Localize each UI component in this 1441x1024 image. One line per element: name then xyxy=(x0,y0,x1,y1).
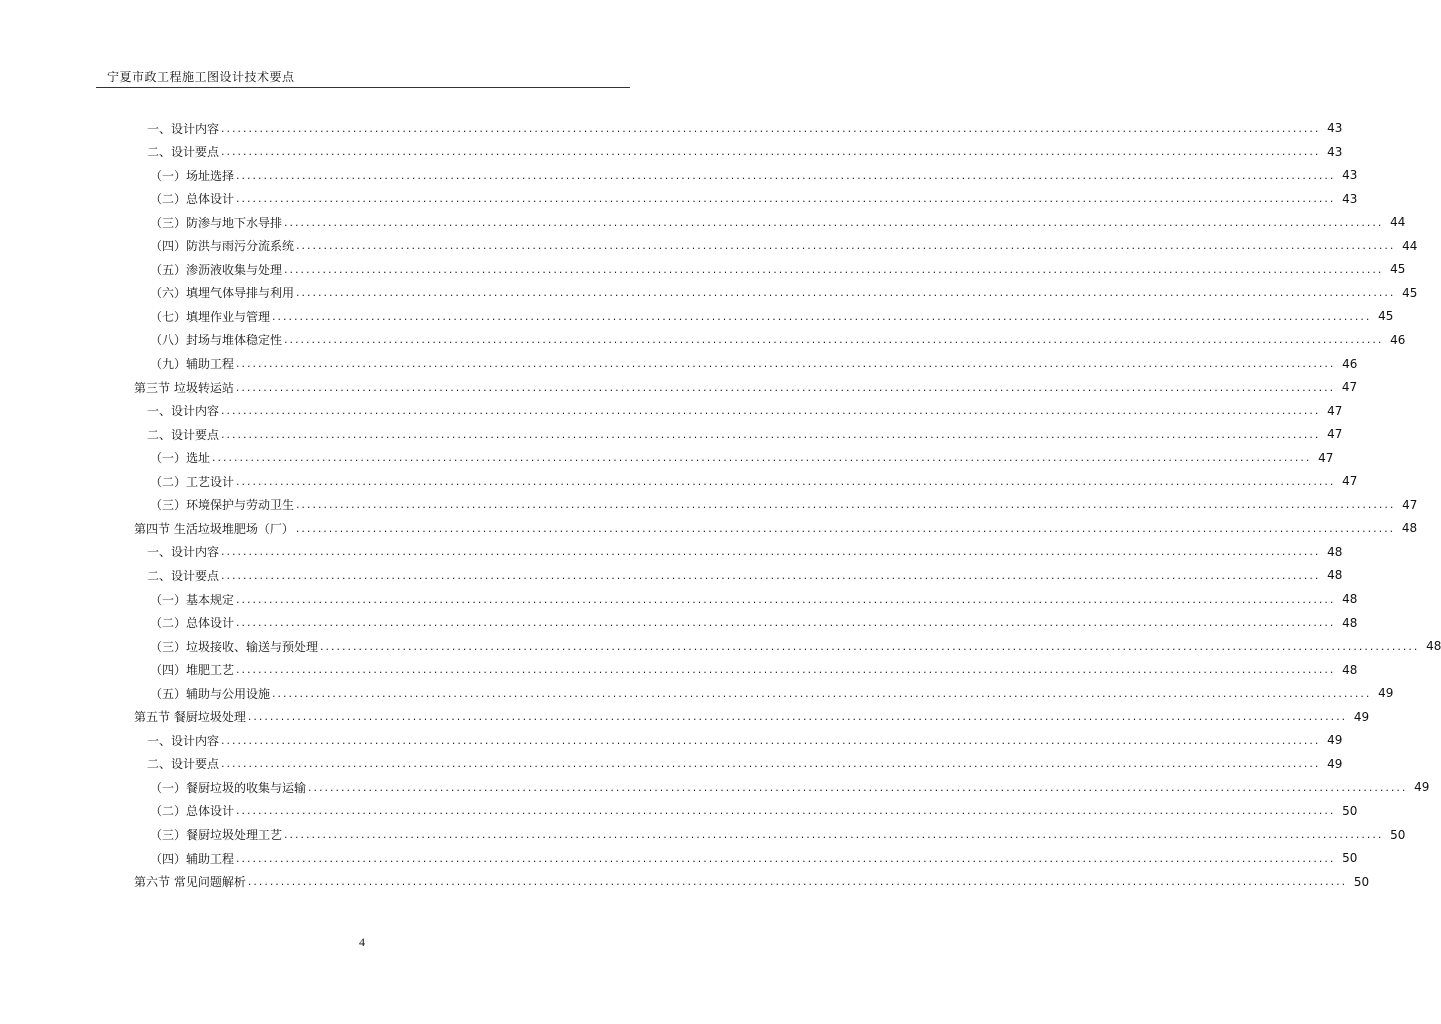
toc-entry-page: 50 xyxy=(1342,803,1358,818)
toc-dot-leader: ........................................................................................................................................................................................................ xyxy=(236,663,1336,677)
toc-dot-leader: ........................................................................................................................................................................................................ xyxy=(284,828,1384,841)
toc-entry-page: 48 xyxy=(1327,544,1343,559)
toc-entry-page: 50 xyxy=(1353,874,1370,889)
toc-entry-page: 43 xyxy=(1342,168,1358,183)
toc-entry-label: （二）工艺设计 xyxy=(150,474,235,489)
toc-entry[interactable] xyxy=(150,825,1406,845)
toc-entry-page: 47 xyxy=(1318,450,1334,465)
toc-dot-leader: ........................................................................................................................................................................................................ xyxy=(295,521,1396,535)
toc-entry-page: 45 xyxy=(1402,285,1418,300)
toc-entry-page: 48 xyxy=(1342,592,1358,606)
toc-entry-page: 49 xyxy=(1327,756,1343,771)
toc-dot-leader: ........................................................................................................................................................................................................ xyxy=(221,757,1321,771)
toc-entry-page: 49 xyxy=(1414,780,1430,795)
toc-entry-label: （三）环境保护与劳动卫生 xyxy=(150,498,295,513)
toc-entry-page: 49 xyxy=(1378,686,1394,701)
toc-entry-label: 二、设计要点 xyxy=(147,757,220,772)
toc-entry[interactable] xyxy=(150,306,1394,326)
toc-dot-leader: ........................................................................................................................................................................................................ xyxy=(284,262,1384,276)
toc-entry-page: 48 xyxy=(1426,639,1441,654)
toc-entry-label: （六）填埋气体导排与利用 xyxy=(150,286,295,301)
toc-entry-label: （五）辅助与公用设施 xyxy=(150,686,271,701)
toc-entry[interactable] xyxy=(150,283,1418,303)
toc-dot-leader: ........................................................................................................................................................................................................ xyxy=(236,851,1336,865)
toc-entry-label: （四）辅助工程 xyxy=(150,851,235,866)
toc-entry[interactable] xyxy=(134,707,1370,727)
toc-entry[interactable] xyxy=(150,189,1358,209)
toc-entry[interactable] xyxy=(150,212,1406,232)
toc-entry-page: 45 xyxy=(1378,309,1394,324)
toc-entry-page: 47 xyxy=(1341,380,1358,395)
toc-entry-page: 48 xyxy=(1342,615,1358,630)
toc-dot-leader: ........................................................................................................................................................................................................ xyxy=(236,616,1336,630)
toc-dot-leader: ........................................................................................................................................................................................................ xyxy=(272,686,1372,700)
toc-entry[interactable] xyxy=(147,401,1343,421)
toc-entry[interactable] xyxy=(147,142,1343,162)
toc-dot-leader: ........................................................................................................................................................................................................ xyxy=(221,121,1321,135)
toc-entry-page: 44 xyxy=(1402,238,1418,253)
toc-entry[interactable] xyxy=(147,754,1343,774)
toc-entry[interactable] xyxy=(147,565,1343,585)
toc-entry[interactable] xyxy=(150,636,1441,656)
toc-dot-leader: ........................................................................................................................................................................................................ xyxy=(236,474,1336,488)
toc-dot-leader: ........................................................................................................................................................................................................ xyxy=(221,145,1321,159)
toc-dot-leader: ........................................................................................................................................................................................................ xyxy=(296,286,1396,300)
toc-dot-leader: ........................................................................................................................................................................................................ xyxy=(320,639,1420,653)
toc-entry-label: （九）辅助工程 xyxy=(150,357,235,371)
toc-entry-page: 48 xyxy=(1342,662,1358,677)
toc-entry-page: 50 xyxy=(1390,827,1406,842)
toc-dot-leader: ........................................................................................................................................................................................................ xyxy=(221,427,1321,441)
toc-dot-leader: ........................................................................................................................................................................................................ xyxy=(235,380,1336,394)
toc-entry-label: 第四节 生活垃圾堆肥场（厂） xyxy=(134,521,294,536)
toc-entry-page: 47 xyxy=(1327,427,1343,442)
toc-entry[interactable] xyxy=(147,118,1343,138)
toc-entry-page: 47 xyxy=(1402,497,1418,512)
running-header-title: 宁夏市政工程施工图设计技术要点 xyxy=(107,70,295,84)
toc-entry[interactable] xyxy=(134,377,1358,397)
toc-dot-leader: ........................................................................................................................................................................................................ xyxy=(247,710,1348,724)
toc-entry-label: （二）总体设计 xyxy=(150,804,235,819)
toc-entry[interactable] xyxy=(147,542,1343,562)
toc-dot-leader: ........................................................................................................................................................................................................ xyxy=(296,239,1396,253)
toc-entry-label: （三）防渗与地下水导排 xyxy=(150,215,283,230)
toc-entry-label: （一）基本规定 xyxy=(150,592,235,607)
toc-entry-label: （四）堆肥工艺 xyxy=(150,663,235,678)
toc-entry-page: 50 xyxy=(1342,851,1358,866)
toc-entry-label: 一、设计内容 xyxy=(147,545,220,560)
toc-entry-label: 一、设计内容 xyxy=(147,733,220,748)
toc-dot-leader: ........................................................................................................................................................................................................ xyxy=(221,404,1321,418)
toc-entry-label: （三）餐厨垃圾处理工艺 xyxy=(150,828,283,842)
toc-entry-page: 48 xyxy=(1327,568,1343,583)
toc-entry[interactable] xyxy=(150,236,1418,256)
toc-entry-page: 46 xyxy=(1390,332,1406,347)
toc-entry-label: 第三节 垃圾转运站 xyxy=(134,380,234,395)
toc-entry[interactable] xyxy=(150,354,1358,374)
toc-entry-label: （八）封场与堆体稳定性 xyxy=(150,333,283,348)
toc-entry-label: （七）填埋作业与管理 xyxy=(150,309,271,324)
toc-entry-label: （三）垃圾接收、输送与预处理 xyxy=(150,639,319,654)
toc-entry[interactable] xyxy=(134,872,1370,892)
toc-dot-leader: ........................................................................................................................................................................................................ xyxy=(221,733,1321,747)
toc-dot-leader: ........................................................................................................................................................................................................ xyxy=(236,357,1336,370)
toc-entry-label: 一、设计内容 xyxy=(147,121,220,136)
page-number: 4 xyxy=(359,935,365,949)
toc-dot-leader: ........................................................................................................................................................................................................ xyxy=(236,804,1336,818)
toc-entry[interactable] xyxy=(150,259,1406,279)
header-rule xyxy=(96,87,630,88)
toc-dot-leader: ........................................................................................................................................................................................................ xyxy=(296,498,1396,512)
toc-entry[interactable] xyxy=(150,683,1394,703)
toc-entry-page: 43 xyxy=(1327,121,1343,135)
toc-entry-label: （一）场址选择 xyxy=(150,168,235,183)
toc-entry-page: 49 xyxy=(1327,733,1343,748)
toc-entry[interactable] xyxy=(147,424,1343,444)
toc-entry-label: （五）渗沥液收集与处理 xyxy=(150,262,283,277)
toc-entry[interactable] xyxy=(150,330,1406,350)
toc-dot-leader: ........................................................................................................................................................................................................ xyxy=(221,545,1321,559)
toc-entry-label: 二、设计要点 xyxy=(147,145,220,160)
toc-entry[interactable] xyxy=(150,165,1358,185)
toc-entry-label: 二、设计要点 xyxy=(147,427,220,442)
toc-entry-label: （四）防洪与雨污分流系统 xyxy=(150,239,295,254)
toc-entry[interactable] xyxy=(150,777,1430,797)
toc-entry-label: （二）总体设计 xyxy=(150,616,235,631)
toc-dot-leader: ........................................................................................................................................................................................................ xyxy=(236,592,1336,606)
toc-entry[interactable] xyxy=(150,613,1358,633)
toc-entry[interactable] xyxy=(150,471,1358,491)
toc-entry-label: （二）总体设计 xyxy=(150,192,235,207)
toc-dot-leader: ........................................................................................................................................................................................................ xyxy=(221,568,1321,582)
toc-entry[interactable] xyxy=(147,730,1343,750)
toc-entry-page: 43 xyxy=(1342,191,1358,206)
toc-entry-label: 第五节 餐厨垃圾处理 xyxy=(134,710,246,725)
toc-entry-label: （一）餐厨垃圾的收集与运输 xyxy=(150,780,307,795)
toc-entry-page: 49 xyxy=(1353,709,1370,724)
toc-entry-page: 48 xyxy=(1401,521,1418,536)
toc-entry[interactable] xyxy=(150,660,1358,680)
toc-entry[interactable] xyxy=(150,848,1358,868)
toc-entry-label: 一、设计内容 xyxy=(147,404,220,419)
toc-entry-label: （一）选址 xyxy=(150,451,211,466)
toc-entry-page: 46 xyxy=(1342,356,1358,371)
toc-entry[interactable] xyxy=(150,495,1418,515)
toc-dot-leader: ........................................................................................................................................................................................................ xyxy=(284,333,1384,347)
toc-dot-leader: ........................................................................................................................................................................................................ xyxy=(272,309,1372,323)
toc-entry-label: 第六节 常见问题解析 xyxy=(134,875,246,890)
toc-dot-leader: ........................................................................................................................................................................................................ xyxy=(212,451,1312,465)
toc-entry[interactable] xyxy=(150,448,1334,468)
toc-entry-page: 47 xyxy=(1342,474,1358,489)
toc-entry[interactable] xyxy=(134,518,1418,538)
toc-dot-leader: ........................................................................................................................................................................................................ xyxy=(284,215,1384,229)
toc-entry-page: 43 xyxy=(1327,144,1343,159)
toc-entry-page: 45 xyxy=(1390,262,1406,277)
toc-dot-leader: ........................................................................................................................................................................................................ xyxy=(247,875,1348,889)
toc-dot-leader: ........................................................................................................................................................................................................ xyxy=(236,192,1336,206)
toc-dot-leader: ........................................................................................................................................................................................................ xyxy=(236,168,1336,182)
toc-entry-label: 二、设计要点 xyxy=(147,568,220,583)
toc-dot-leader: ........................................................................................................................................................................................................ xyxy=(308,780,1408,794)
toc-entry-page: 47 xyxy=(1327,403,1343,418)
toc-entry[interactable] xyxy=(150,801,1358,821)
toc-entry[interactable] xyxy=(150,589,1358,609)
toc-entry-page: 44 xyxy=(1390,215,1406,230)
